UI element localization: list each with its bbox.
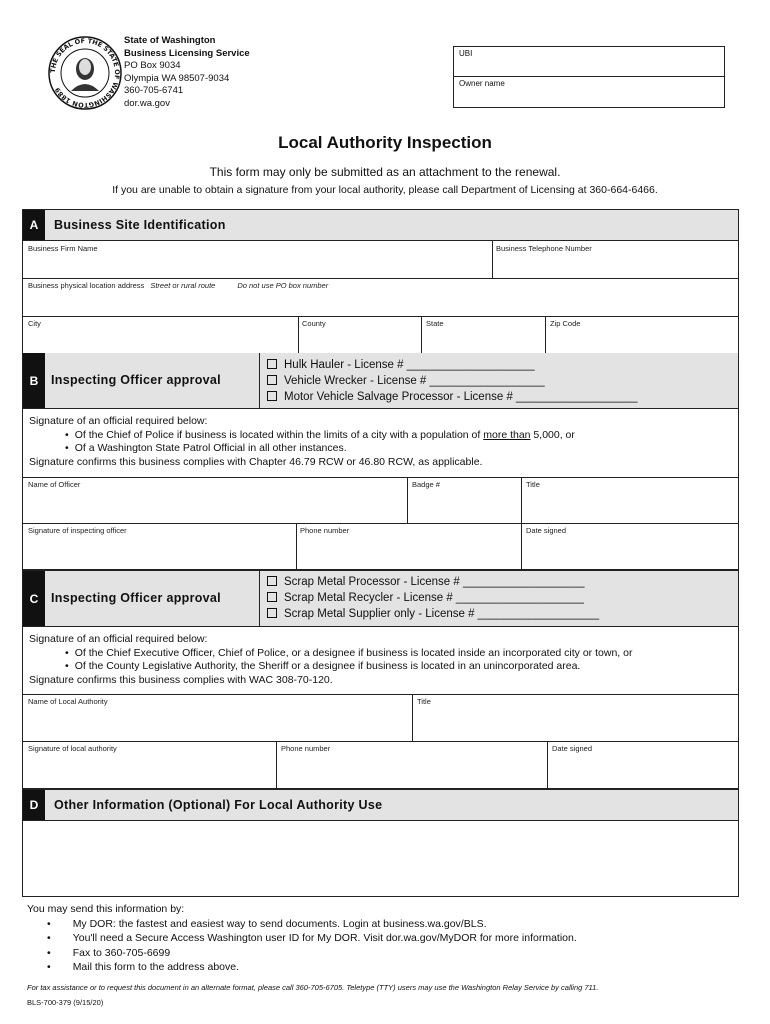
scrap-supplier-label: Scrap Metal Supplier only - License # ___________________ <box>284 608 600 620</box>
scrap-recycler-option[interactable] <box>267 592 584 604</box>
seal-text: THE SEAL OF THE STATE OF WASHINGTON 1889 <box>48 36 122 110</box>
subtitle: This form may only be submitted as an attachment to the renewal. <box>209 165 561 179</box>
business-phone-label: Business Telephone Number <box>496 244 592 253</box>
salvage-processor-option[interactable] <box>267 391 638 403</box>
checkbox-icon[interactable] <box>267 592 277 602</box>
inspection-form <box>22 209 739 897</box>
submission-item: • You'll need a Secure Access Washington user ID for My DOR. Visit dor.wa.gov/MyDOR for more information. <box>47 931 577 946</box>
submission-intro: You may send this information by: <box>27 903 185 915</box>
authority-phone-field[interactable] <box>277 741 547 788</box>
section-d-header <box>23 789 738 821</box>
bullet-underline-text: more than <box>483 428 531 441</box>
badge-label: Badge # <box>412 480 440 489</box>
form-id: BLS-700-379 (9/15/20) <box>27 998 104 1007</box>
state-label: State <box>426 319 444 328</box>
signature-intro: Signature of an official required below: <box>29 633 208 645</box>
authority-date-field[interactable] <box>548 741 739 788</box>
officer-date-label: Date signed <box>526 526 567 535</box>
zip-field[interactable] <box>546 316 739 353</box>
section-b-title: Inspecting Officer approval <box>51 373 221 387</box>
submission-item: • My DOR: the fastest and easiest way to send documents. Login at business.wa.gov/BLS. <box>47 917 577 932</box>
compliance-statement: Signature confirms this business complies with Chapter 46.79 RCW or 46.80 RCW, as applicable. <box>29 455 483 468</box>
section-b-instructions <box>29 415 575 469</box>
owner-name-field[interactable] <box>454 77 724 107</box>
other-information-field[interactable] <box>23 820 739 897</box>
section-d-title: Other Information (Optional) For Local Authority Use <box>54 798 383 812</box>
section-a-header <box>23 210 738 241</box>
officer-signature-field[interactable] <box>23 523 296 569</box>
address-hint-pobox: Do not use PO box number <box>237 281 329 290</box>
address-line: 360-705-6741 <box>124 85 184 96</box>
officer-date-field[interactable] <box>522 523 739 569</box>
compliance-statement: Signature confirms this business complies with WAC 308-70-120. <box>29 673 333 686</box>
address-field[interactable] <box>23 278 739 316</box>
address-line: Olympia WA 98507-9034 <box>124 72 230 84</box>
ubi-field[interactable] <box>454 47 724 77</box>
address-line: dor.wa.gov <box>124 97 170 109</box>
business-phone-field[interactable] <box>493 240 739 278</box>
checkbox-icon[interactable] <box>267 608 277 618</box>
owner-name-label: Owner name <box>459 79 505 88</box>
page-title: Local Authority Inspection <box>278 133 492 152</box>
county-label: County <box>302 319 326 328</box>
authority-name-label: Name of Local Authority <box>28 697 108 706</box>
scrap-processor-option[interactable] <box>267 576 584 588</box>
bullet-text: Of the Chief of Police if business is located within the limits of a city with a population of <box>74 428 484 441</box>
city-label: City <box>28 319 41 328</box>
bullet-text: 5,000, or <box>530 428 575 441</box>
hulk-hauler-option[interactable] <box>267 359 535 371</box>
requirement-item: • Of the Chief Executive Officer, Chief of Police, or a designee if business is located inside an incorporated city or town, or <box>65 647 632 661</box>
officer-name-label: Name of Officer <box>28 480 81 489</box>
officer-title-label: Title <box>526 480 540 489</box>
requirement-item <box>65 429 575 443</box>
section-c-instructions <box>29 633 632 687</box>
address-hint-street: Street or rural route <box>150 281 216 290</box>
ubi-owner-box <box>453 46 725 108</box>
authority-title-field[interactable] <box>413 694 739 741</box>
firm-name-label: Business Firm Name <box>28 244 98 253</box>
section-a-title: Business Site Identification <box>54 218 226 232</box>
accessibility-note: For tax assistance or to request this document in an alternate format, please call 360-705-6705. Teletype (TTY) users may use the Washington Relay Service by calling 711. <box>27 983 599 992</box>
officer-phone-field[interactable] <box>297 523 521 569</box>
checkbox-icon[interactable] <box>267 359 277 369</box>
authority-signature-field[interactable] <box>23 741 276 788</box>
requirement-item: • Of a Washington State Patrol Official in all other instances. <box>65 442 575 456</box>
officer-phone-label: Phone number <box>300 526 350 535</box>
section-d-letter: D <box>23 790 45 820</box>
section-c-letter: C <box>23 571 45 626</box>
agency-name-line: State of Washington <box>124 35 216 46</box>
salvage-processor-label: Motor Vehicle Salvage Processor - License # ___________________ <box>284 391 638 403</box>
address-label-text: Business physical location address <box>28 281 145 290</box>
address-line: PO Box 9034 <box>124 60 181 71</box>
agency-info <box>124 35 250 110</box>
scrap-processor-label: Scrap Metal Processor - License # ___________________ <box>284 576 585 588</box>
agency-name-line: Business Licensing Service <box>124 47 250 59</box>
hulk-hauler-label: Hulk Hauler - License # ____________________ <box>284 359 535 371</box>
submission-methods <box>27 902 577 975</box>
badge-field[interactable] <box>408 477 521 523</box>
ubi-label: UBI <box>459 49 473 58</box>
state-seal-logo <box>47 35 123 111</box>
firm-name-field[interactable] <box>23 240 492 278</box>
checkbox-icon[interactable] <box>267 375 277 385</box>
submission-item: • Fax to 360-705-6699 <box>47 946 577 961</box>
vehicle-wrecker-label: Vehicle Wrecker - License # __________________ <box>284 375 545 387</box>
contact-instruction: If you are unable to obtain a signature from your local authority, please call Department of Licensing at 360-664-6466. <box>112 184 658 196</box>
requirement-item: • Of the County Legislative Authority, the Sheriff or a designee if business is located in an unincorporated area. <box>65 660 632 674</box>
state-field[interactable] <box>422 316 545 353</box>
authority-phone-label: Phone number <box>281 744 331 753</box>
officer-signature-label: Signature of inspecting officer <box>28 526 127 535</box>
section-c-title: Inspecting Officer approval <box>51 591 221 605</box>
section-b-letter: B <box>23 353 45 408</box>
city-field[interactable] <box>23 316 298 353</box>
vehicle-wrecker-option[interactable] <box>267 375 545 387</box>
scrap-recycler-label: Scrap Metal Recycler - License # ____________________ <box>284 592 584 604</box>
submission-item: • Mail this form to the address above. <box>47 960 577 975</box>
authority-date-label: Date signed <box>552 744 593 753</box>
officer-name-field[interactable] <box>23 477 407 523</box>
officer-title-field[interactable] <box>522 477 739 523</box>
county-field[interactable] <box>299 316 421 353</box>
checkbox-icon[interactable] <box>267 391 277 401</box>
signature-intro: Signature of an official required below: <box>29 415 208 427</box>
section-a-letter: A <box>23 210 45 240</box>
zip-label: Zip Code <box>550 319 581 328</box>
checkbox-icon[interactable] <box>267 576 277 586</box>
scrap-supplier-option[interactable] <box>267 608 599 620</box>
authority-title-label: Title <box>417 697 431 706</box>
authority-name-field[interactable] <box>23 694 412 741</box>
authority-signature-label: Signature of local authority <box>28 744 117 753</box>
